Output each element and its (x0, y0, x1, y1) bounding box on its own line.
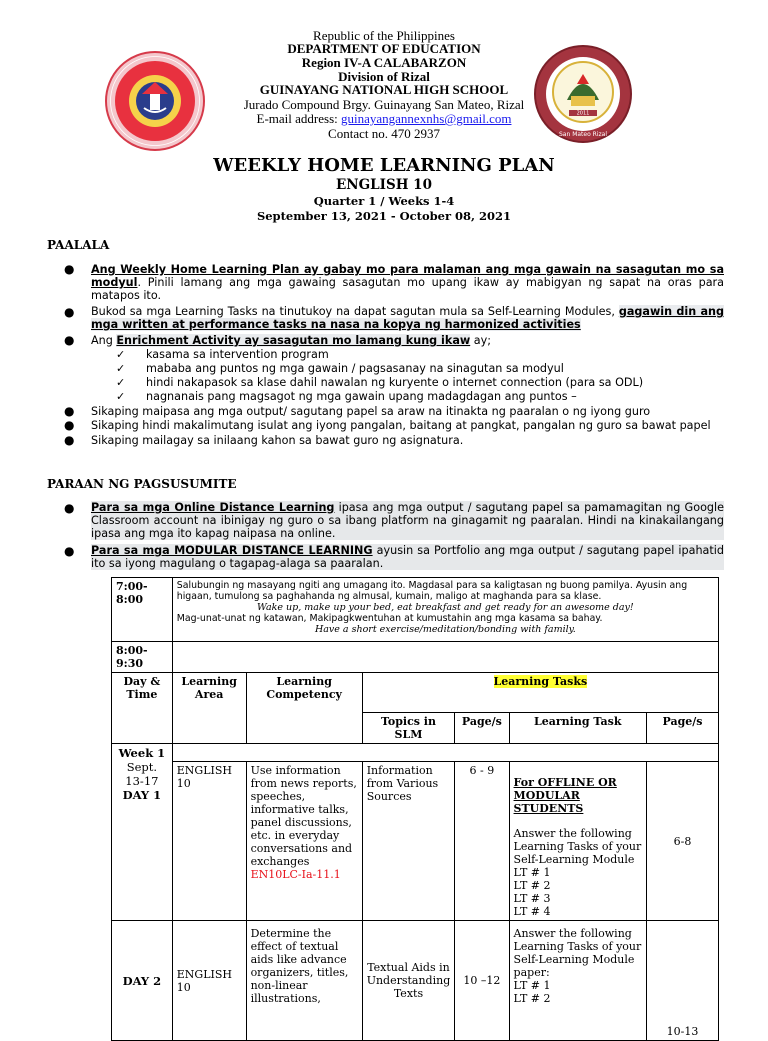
header-address: Jurado Compound Brgy. Guinayang San Mateo, Rizal (243, 97, 525, 112)
header-region: Region IV-A CALABARZON (301, 55, 467, 70)
routine-line-4: Have a short exercise/meditation/bonding with family. (314, 624, 576, 635)
paalala-item-3-text: Ang (91, 334, 117, 347)
task-item: LT # 2 (513, 879, 551, 892)
empty-cell (172, 642, 718, 673)
table-row (112, 921, 719, 1041)
area-cell: ENGLISH 10 (172, 921, 246, 1041)
header-department: DEPARTMENT OF EDUCATION (287, 41, 481, 56)
task-body: Answer the following Learning Tasks of your Self-Learning Module paper: (513, 927, 642, 979)
paalala-item-1-rest: . Pinili lamang ang mga gawaing sasagutan mo upang ikaw ay mabigyan ng sapat na oras para matapos ito. (91, 276, 724, 302)
paalala-check-3: hindi nakapasok sa klase dahil nawalan ng kuryente o internet connection (para sa ODL) (146, 376, 644, 389)
learning-plan-table (111, 577, 719, 1041)
bullet-dot: ● (64, 433, 75, 447)
time-cell: 8:00-9:30 (112, 642, 173, 673)
paalala-item-3-emph: Enrichment Activity ay sasagutan mo lamang kung ikaw (116, 334, 471, 347)
quarter-title: Quarter 1 / Weeks 1-4 (313, 194, 455, 208)
header-email-label: E-mail address: (256, 111, 341, 126)
header-email-line (0, 111, 768, 126)
table-row (112, 642, 719, 673)
page-title: WEEKLY HOME LEARNING PLAN (213, 155, 555, 176)
dates-title: September 13, 2021 - October 08, 2021 (256, 209, 512, 223)
paraan-item-1-emph: Para sa mga Online Distance Learning (91, 501, 335, 514)
task-cell (509, 762, 646, 921)
task-body: Answer the following Learning Tasks of your Self-Learning Module (513, 827, 642, 866)
paalala-item-2-text: Bukod sa mga Learning Tasks na tinutukoy na dapat sagutan mula sa Self-Learning Modules, (91, 305, 619, 318)
paalala-item-1-emph: Ang Weekly Home Learning Plan ay gabay mo para malaman ang mga gawain na sasagutan mo sa modyul (91, 263, 724, 289)
paalala-check-2: mababa ang puntos ng mga gawain / pagsasanay na sinagutan sa modyul (146, 362, 564, 375)
day2-cell: DAY 2 (112, 921, 173, 1041)
paraan-item-2-rest: ayusin sa Portfolio ang mga output / sagutang papel ipahatid ito sa iyong magulang o tagapag-alaga sa paaralan. (91, 544, 724, 570)
paalala-item-5: Sikaping hindi makalimutang isulat ang iyong pangalan, baitang at pangkat, pangalan ng guro sa bawat papel (91, 419, 711, 432)
task-item: LT # 1 (513, 866, 551, 879)
paraan-heading: PARAAN NG PAGSUSUMITE (47, 477, 237, 491)
page-cell: 6 - 9 (455, 762, 509, 921)
paalala-item-6: Sikaping mailagay sa inilaang kahon sa bawat guro ng asignatura. (91, 434, 464, 447)
paalala-check-1: kasama sa intervention program (146, 348, 329, 361)
paalala-item-1 (91, 263, 724, 302)
table-row (112, 744, 719, 762)
task-item: LT # 1 (513, 979, 551, 992)
check-icon: ✓ (116, 390, 126, 403)
time-cell: 7:00-8:00 (112, 578, 173, 642)
header-pages-2: Page/s (646, 713, 718, 744)
table-header-row (112, 673, 719, 713)
empty-cell (172, 744, 718, 762)
bullet-dot: ● (64, 544, 75, 558)
task-heading: For OFFLINE OR MODULAR STUDENTS (513, 776, 617, 815)
competency-code: EN10LC-Ia-11.1 (250, 868, 341, 881)
paraan-item-1-rest: ipasa ang mga output / sagutang papel sa pamamagitan ng Google Classroom account na ibinigay ng guro o sa ibang platform na ginagamit ng paaralan. Hindi na kinakailangang ipasa ang mga ito kapag naipasa na online. (91, 501, 724, 540)
day1-label: DAY 1 (122, 788, 162, 802)
routine-line-3: Mag-unat-unat ng katawan, Makipagkwentuhan at kumustahin ang mga kasama sa bahay. (176, 613, 603, 624)
paalala-check-4: nagnanais pang magsagot ng mga gawain upang madagdagan ang puntos – (146, 390, 577, 403)
check-icon: ✓ (116, 376, 126, 389)
header-learning-competency: Learning Competency (246, 673, 362, 744)
topic-cell: Information from Various Sources (362, 762, 455, 921)
bullet-dot: ● (64, 305, 75, 319)
header-day-time: Day & Time (112, 673, 173, 744)
logo-place-text: San Mateo Rizal (559, 131, 607, 138)
day1-cell (112, 744, 173, 921)
bullet-dot: ● (64, 418, 75, 432)
paalala-item-3-end: ay; (470, 334, 492, 347)
week-label: Week 1 (118, 746, 166, 760)
header-topics: Topics in SLM (362, 713, 455, 744)
table-row (112, 578, 719, 642)
check-icon: ✓ (116, 348, 126, 361)
competency-cell (246, 762, 362, 921)
header-division: Division of Rizal (338, 69, 430, 84)
sept-label: Sept. 13-17 (125, 760, 159, 788)
paalala-item-2 (91, 305, 724, 331)
competency-text: Use information from news reports, speeches, informative talks, panel discussions, etc. in everyday conversations and exchanges (250, 764, 357, 868)
paalala-item-4: Sikaping maipasa ang mga output/ sagutang papel sa araw na itinakta ng paaralan o ng iyong guro (91, 405, 651, 418)
task-item: LT # 2 (513, 992, 551, 1005)
check-icon: ✓ (116, 362, 126, 375)
paalala-item-3 (91, 334, 724, 347)
table-row (112, 762, 719, 921)
header-contact: Contact no. 470 2937 (328, 126, 440, 141)
page-cell: 10 –12 (455, 921, 509, 1041)
topic-cell: Textual Aids in Understanding Texts (362, 921, 455, 1041)
header-learning-area: Learning Area (172, 673, 246, 744)
paalala-item-2-emph: gagawin din ang mga written at performance tasks na nasa na kopya ng harmonized activities (91, 305, 724, 331)
header-pages: Page/s (455, 713, 509, 744)
paraan-item-2-emph: Para sa mga MODULAR DISTANCE LEARNING (91, 544, 373, 557)
area-cell: ENGLISH 10 (172, 762, 246, 921)
bullet-dot: ● (64, 404, 75, 418)
subject-title: ENGLISH 10 (336, 177, 432, 193)
bullet-dot: ● (64, 262, 75, 276)
task-cell (509, 921, 646, 1041)
competency-text: Determine the effect of textual aids like advance organizers, titles, non-linear illustrations, (250, 927, 349, 1005)
paraan-item-2 (91, 544, 724, 570)
competency-cell (246, 921, 362, 1041)
pages-cell: 10-13 (646, 921, 718, 1041)
bullet-dot: ● (64, 333, 75, 347)
routine-line-2: Wake up, make up your bed, eat breakfast and get ready for an awesome day! (257, 602, 634, 613)
paalala-heading: PAALALA (47, 238, 110, 252)
task-item: LT # 4 (513, 905, 551, 918)
bullet-dot: ● (64, 501, 75, 515)
header-school: GUINAYANG NATIONAL HIGH SCHOOL (259, 82, 509, 97)
morning-routine-cell (172, 578, 718, 642)
task-item: LT # 3 (513, 892, 551, 905)
header-learning-tasks-label: Learning Tasks (493, 675, 588, 688)
header-learning-task: Learning Task (509, 713, 646, 744)
pages-cell: 6-8 (646, 762, 718, 921)
header-learning-tasks (362, 673, 718, 713)
routine-line-1: Salubungin ng masayang ngiti ang umagang ito. Magdasal para sa kaligtasan ng buong pamilya. Ayusin ang higaan, tumulong sa paghahanda ng almusal, kumain, maligo at maghanda para sa klase. (176, 580, 688, 602)
paraan-item-1 (91, 501, 724, 540)
header-email-link[interactable]: guinayangannexnhs@gmail.com (341, 111, 512, 126)
header-republic: Republic of the Philippines (313, 28, 455, 43)
logo-year-text: 2011 (576, 110, 590, 117)
